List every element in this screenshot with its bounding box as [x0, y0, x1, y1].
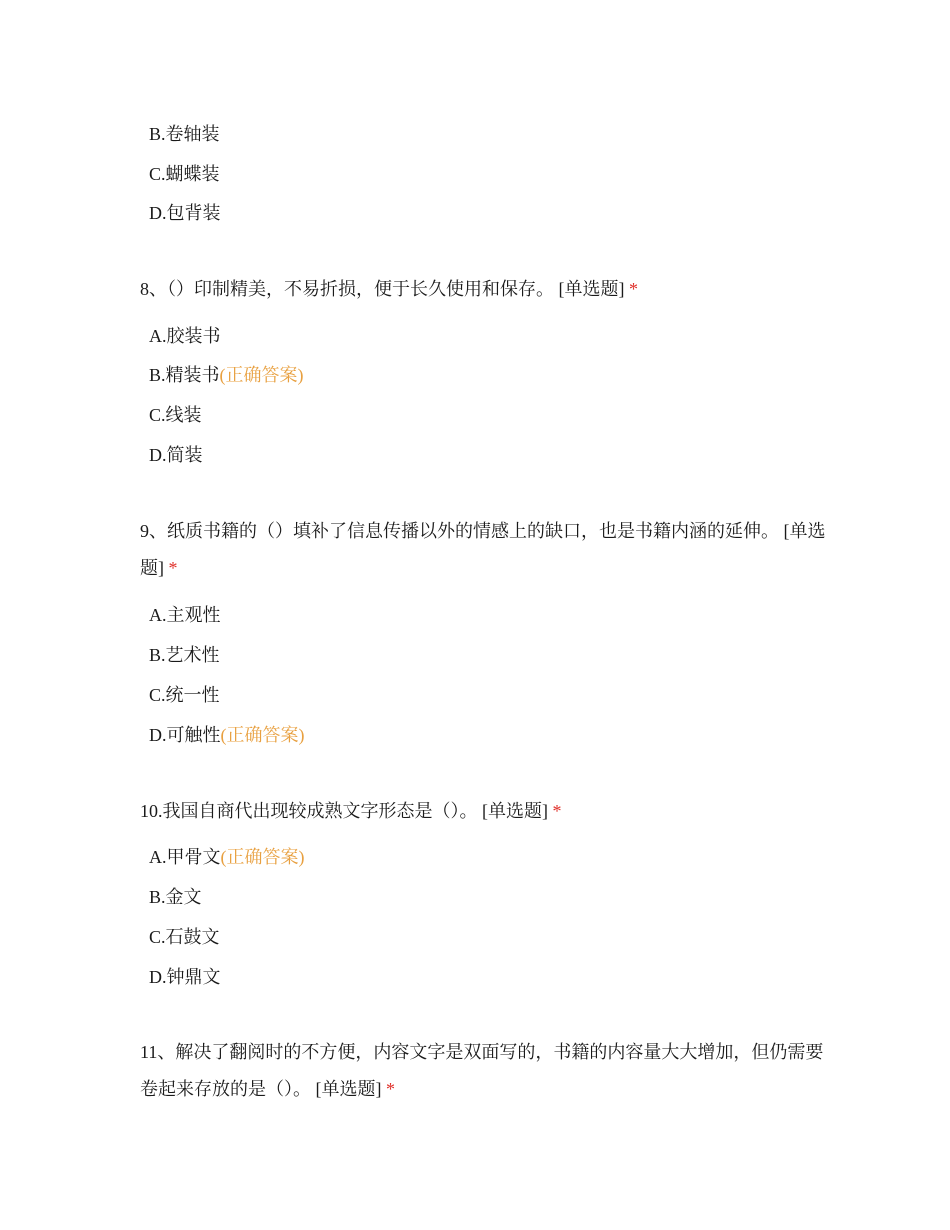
question-text: 11、解决了翻阅时的不方便，内容文字是双面写的，书籍的内容量大大增加，但仍需要卷起来存放的是（）。 [140, 1042, 824, 1099]
q9-option-a[interactable] [149, 603, 221, 627]
required-mark: * [168, 558, 178, 578]
option-text: A.主观性 [149, 605, 221, 625]
q9-option-b[interactable] [149, 643, 220, 667]
q10-question [140, 793, 830, 830]
question-type-tag: [单选题] [558, 279, 625, 299]
q11-question [140, 1034, 830, 1108]
question-text: 8、（）印制精美，不易折损，便于长久使用和保存。 [140, 279, 554, 299]
option-text: D.简装 [149, 445, 203, 465]
q7-option-d[interactable] [149, 201, 221, 225]
option-text: B.精装书 [149, 365, 220, 385]
option-text: B.艺术性 [149, 645, 220, 665]
option-text: D.包背装 [149, 203, 221, 223]
q7-option-c[interactable] [149, 162, 220, 186]
option-text: C.线装 [149, 405, 202, 425]
required-mark: * [552, 801, 562, 821]
option-text: C.蝴蝶装 [149, 164, 220, 184]
q9-option-d[interactable] [149, 723, 305, 747]
q10-option-b[interactable] [149, 885, 202, 909]
q8-option-b[interactable] [149, 363, 304, 387]
question-type-tag: [单选题] [315, 1079, 382, 1099]
q8-question [140, 271, 830, 308]
q10-option-d[interactable] [149, 965, 221, 989]
option-text: B.金文 [149, 887, 202, 907]
q8-option-a[interactable] [149, 324, 221, 348]
required-mark: * [629, 279, 638, 299]
q7-option-b[interactable] [149, 122, 220, 146]
option-text: D.钟鼎文 [149, 967, 221, 987]
q10-option-c[interactable] [149, 925, 220, 949]
q8-option-c[interactable] [149, 403, 202, 427]
option-text: C.统一性 [149, 685, 220, 705]
required-mark: * [386, 1079, 395, 1099]
option-text: D.可触性 [149, 725, 221, 745]
q10-option-a[interactable] [149, 845, 305, 869]
option-text: A.胶装书 [149, 326, 221, 346]
option-text: C.石鼓文 [149, 927, 220, 947]
correct-answer-label: (正确答案) [219, 365, 304, 385]
question-text: 10.我国自商代出现较成熟文字形态是（）。 [140, 801, 478, 821]
correct-answer-label: (正确答案) [220, 847, 305, 867]
question-type-tag: [单选题] [482, 801, 548, 821]
q8-option-d[interactable] [149, 443, 203, 467]
q9-question [140, 513, 830, 587]
question-type-tag: [单选题] [140, 521, 826, 578]
option-text: A.甲骨文 [149, 847, 221, 867]
question-text: 9、纸质书籍的（）填补了信息传播以外的情感上的缺口，也是书籍内涵的延伸。 [140, 521, 779, 541]
q9-option-c[interactable] [149, 683, 220, 707]
option-text: B.卷轴装 [149, 124, 220, 144]
correct-answer-label: (正确答案) [220, 725, 305, 745]
